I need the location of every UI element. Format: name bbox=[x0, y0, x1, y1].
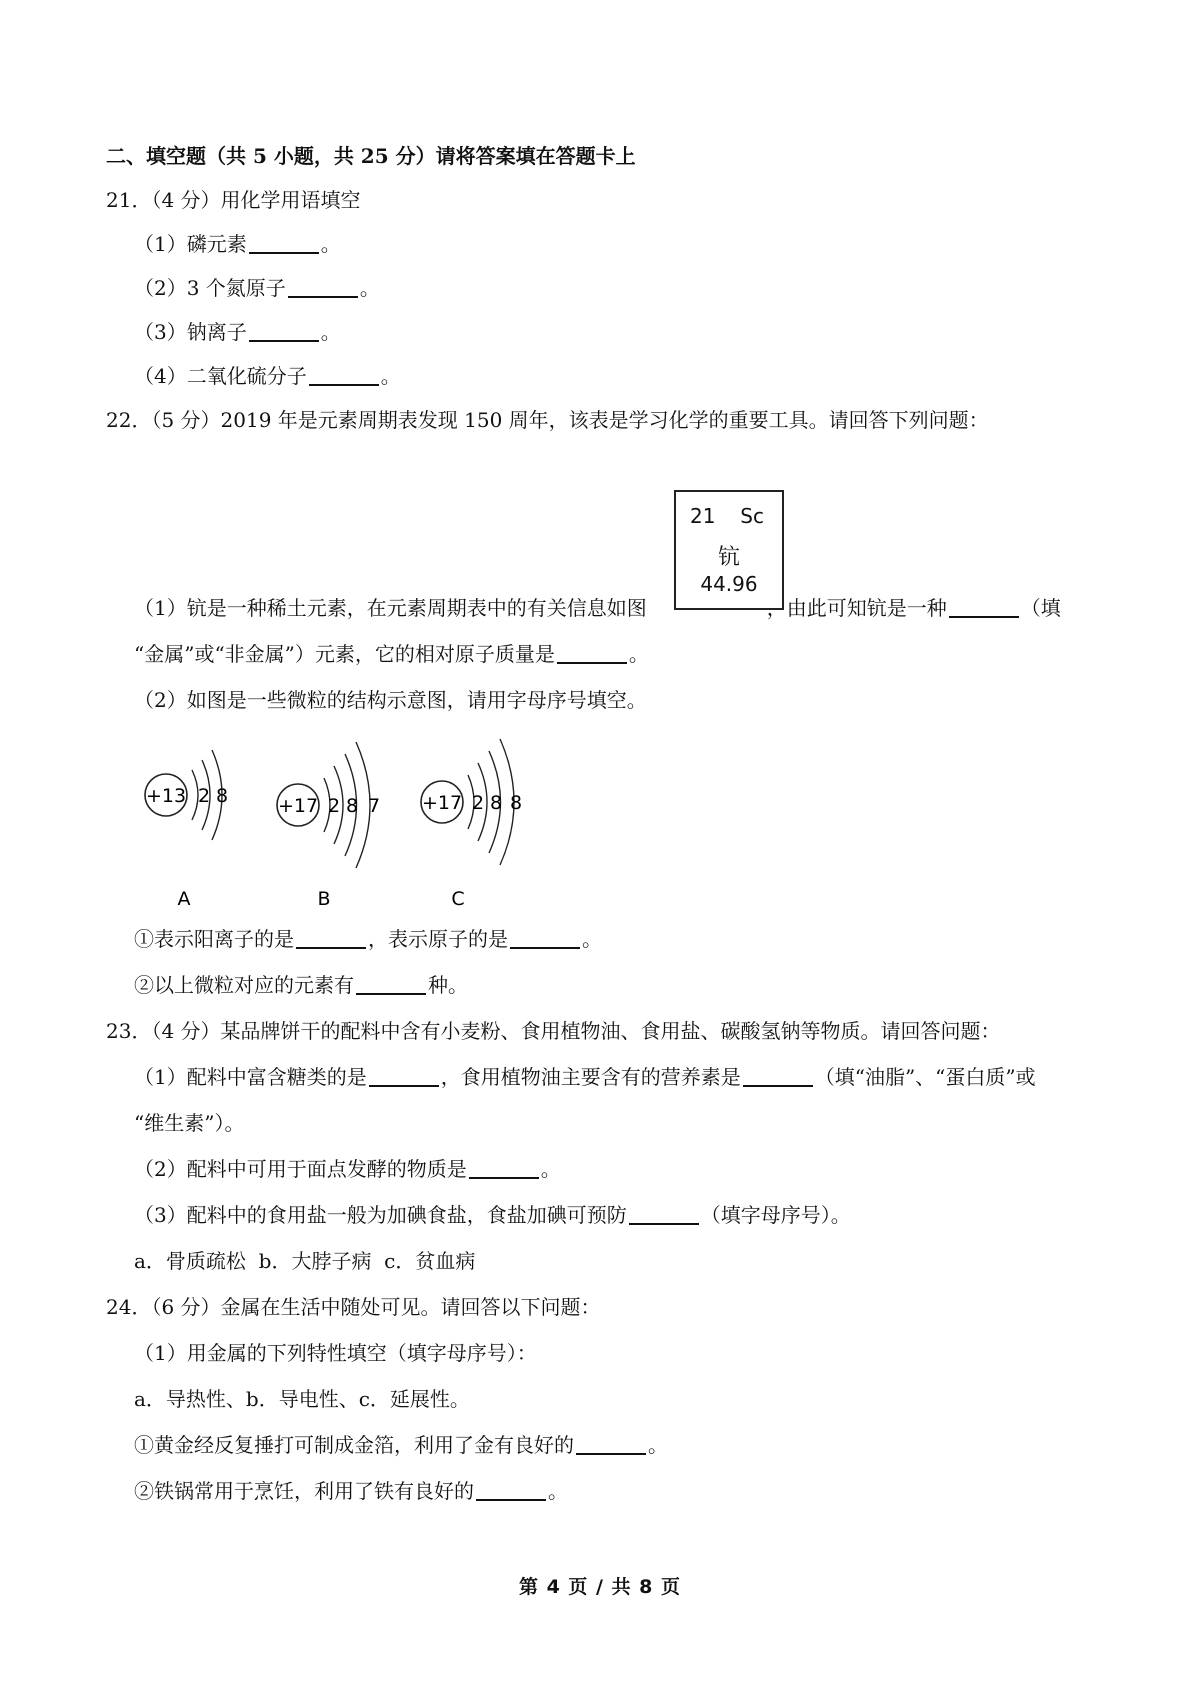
shell-electrons: 8 bbox=[345, 795, 359, 817]
atom-label: C bbox=[451, 888, 465, 910]
shell-electrons: 7 bbox=[367, 795, 381, 817]
q24-options: a．导热性、b．导电性、c．延展性。 bbox=[134, 1387, 470, 1411]
q21-item-4: （4）二氧化硫分子 。 bbox=[134, 364, 401, 388]
atom-label: A bbox=[177, 888, 191, 910]
element-mass: 44.96 bbox=[700, 572, 758, 596]
shell-electrons: 2 bbox=[471, 792, 485, 814]
shell-electrons: 8 bbox=[509, 792, 523, 814]
answer-blank[interactable] bbox=[309, 364, 379, 386]
q24-part-1: （1）用金属的下列特性填空（填字母序号）： bbox=[134, 1341, 537, 1365]
q22-part-1-line-1: （1）钪是一种稀土元素，在元素周期表中的有关信息如图 ，由此可知钪是一种 （填 bbox=[134, 596, 1061, 620]
answer-blank[interactable] bbox=[629, 1203, 699, 1225]
nucleus-charge: +13 bbox=[145, 785, 187, 807]
shell-electrons: 8 bbox=[215, 785, 229, 807]
answer-blank[interactable] bbox=[476, 1479, 546, 1501]
q22-sub-1: ①表示阳离子的是 ，表示原子的是 。 bbox=[134, 927, 602, 951]
q22-part-2: （2）如图是一些微粒的结构示意图，请用字母序号填空。 bbox=[134, 688, 647, 712]
shell-electrons: 8 bbox=[489, 792, 503, 814]
q23-part-3: （3）配料中的食用盐一般为加碘食盐，食盐加碘可预防 （填字母序号）。 bbox=[134, 1203, 851, 1227]
q22-sub-2: ②以上微粒对应的元素有 种。 bbox=[134, 973, 468, 997]
q23-part-1-line-2: “维生素”）。 bbox=[134, 1111, 245, 1135]
shell-electrons: 2 bbox=[197, 785, 211, 807]
element-name: 钪 bbox=[717, 545, 740, 570]
answer-blank[interactable] bbox=[296, 927, 366, 949]
element-card-scandium bbox=[674, 490, 784, 610]
q22-part-1-line-2: “金属”或“非金属”）元素，它的相对原子质量是 。 bbox=[134, 642, 649, 666]
answer-blank[interactable] bbox=[576, 1433, 646, 1455]
question-22-stem: 22．（5 分）2019 年是元素周期表发现 150 周年，该表是学习化学的重要工具。请回答下列问题： bbox=[106, 408, 989, 432]
q23-part-2: （2）配料中可用于面点发酵的物质是 。 bbox=[134, 1157, 561, 1181]
q24-sub-2: ②铁锅常用于烹饪，利用了铁有良好的 。 bbox=[134, 1479, 568, 1503]
question-21-stem: 21．（4 分）用化学用语填空 bbox=[106, 188, 361, 212]
q21-item-2: （2）3 个氮原子 。 bbox=[134, 276, 380, 300]
answer-blank[interactable] bbox=[510, 927, 580, 949]
atom-a bbox=[145, 750, 228, 910]
atom-c bbox=[421, 739, 522, 910]
element-symbol: Sc bbox=[740, 504, 764, 528]
element-number: 21 bbox=[690, 504, 716, 528]
answer-blank[interactable] bbox=[288, 276, 358, 298]
question-24-stem: 24．（6 分）金属在生活中随处可见。请回答以下问题： bbox=[106, 1295, 601, 1319]
atom-label: B bbox=[317, 888, 331, 910]
nucleus-charge: +17 bbox=[277, 795, 319, 817]
answer-blank[interactable] bbox=[249, 320, 319, 342]
answer-blank[interactable] bbox=[249, 232, 319, 254]
answer-blank[interactable] bbox=[469, 1157, 539, 1179]
shell-electrons: 2 bbox=[327, 795, 341, 817]
question-23-stem: 23．（4 分）某品牌饼干的配料中含有小麦粉、食用植物油、食用盐、碳酸氢钠等物质。请回答问题： bbox=[106, 1019, 1001, 1043]
section-title: 二、填空题（共 5 小题，共 25 分）请将答案填在答题卡上 bbox=[106, 144, 636, 168]
nucleus-charge: +17 bbox=[421, 792, 463, 814]
answer-blank[interactable] bbox=[743, 1065, 813, 1087]
atom-b bbox=[277, 742, 380, 910]
q23-options: a．骨质疏松 b．大脖子病 c．贫血病 bbox=[134, 1249, 476, 1273]
q21-item-1: （1）磷元素 。 bbox=[134, 232, 341, 256]
q23-part-1-line-1: （1）配料中富含糖类的是 ，食用植物油主要含有的营养素是 （填“油脂”、“蛋白质”或 bbox=[134, 1065, 1036, 1089]
answer-blank[interactable] bbox=[949, 596, 1019, 618]
q21-item-3: （3）钠离子 。 bbox=[134, 320, 341, 344]
page-footer: 第 4 页 / 共 8 页 bbox=[518, 1576, 682, 1598]
atom-structure-diagram bbox=[140, 730, 560, 920]
answer-blank[interactable] bbox=[557, 642, 627, 664]
q24-sub-1: ①黄金经反复捶打可制成金箔，利用了金有良好的 。 bbox=[134, 1433, 668, 1457]
answer-blank[interactable] bbox=[369, 1065, 439, 1087]
answer-blank[interactable] bbox=[356, 973, 426, 995]
